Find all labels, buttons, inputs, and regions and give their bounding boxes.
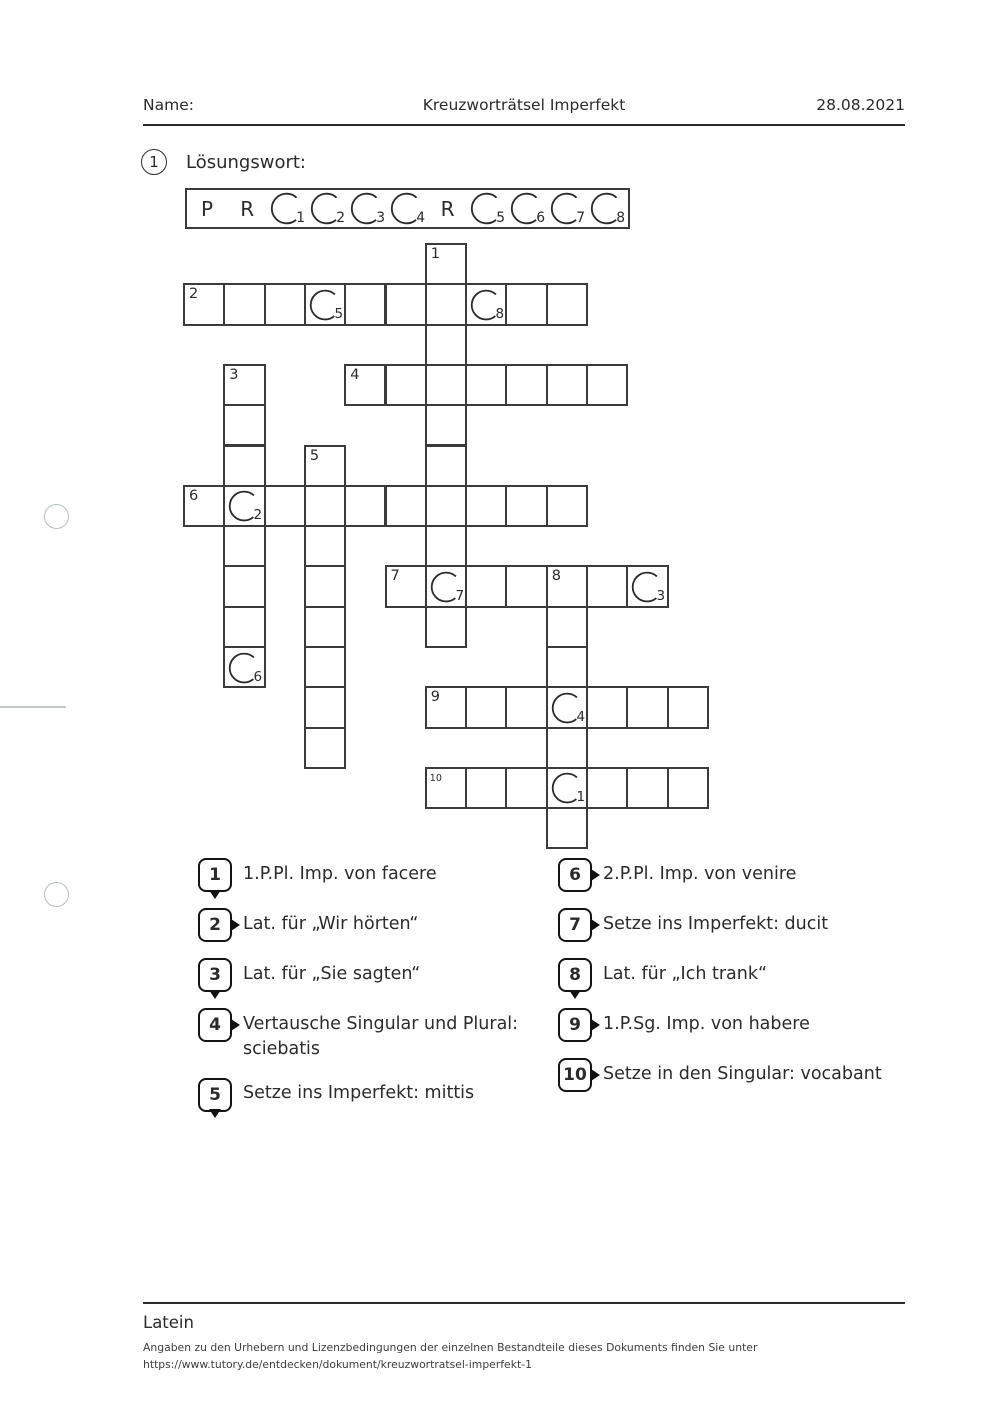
grid-cell[interactable] (425, 565, 467, 607)
answer-circle-5-icon (469, 190, 506, 227)
answer-circle-7-icon (429, 569, 465, 605)
name-label: Name: (143, 96, 194, 114)
grid-cell[interactable] (223, 404, 265, 446)
grid-cell[interactable] (344, 283, 386, 325)
grid-cell[interactable] (304, 606, 346, 648)
grid-cell[interactable] (304, 565, 346, 607)
grid-cell[interactable] (425, 364, 467, 406)
down-arrow-icon (209, 990, 221, 999)
clue-number: 7 (569, 915, 581, 935)
solution-circle-slot[interactable] (347, 190, 387, 227)
grid-cell[interactable] (667, 767, 709, 809)
clue-number-box (198, 908, 232, 942)
grid-cell[interactable] (385, 565, 427, 607)
word-number-label: 6 (189, 487, 199, 504)
word-number-label: 4 (350, 366, 360, 383)
clue-number: 2 (209, 915, 221, 935)
grid-cell[interactable] (223, 364, 265, 406)
grid-cell[interactable] (385, 283, 427, 325)
clue-text: Setze ins Imperfekt: ducit (603, 913, 829, 934)
clue-number-box (198, 1078, 232, 1112)
grid-cell[interactable] (546, 485, 588, 527)
across-arrow-icon (231, 919, 240, 931)
svg-text:6: 6 (536, 209, 546, 226)
clue-item (198, 1008, 552, 1062)
grid-cell[interactable] (223, 565, 265, 607)
svg-text:6: 6 (253, 668, 263, 685)
grid-cell[interactable] (385, 364, 427, 406)
down-arrow-icon (209, 1109, 221, 1118)
clue-text: Setze ins Imperfekt: mittis (243, 1083, 475, 1103)
down-arrow-icon (569, 990, 581, 999)
grid-cell[interactable] (546, 686, 588, 728)
punch-hole-top (44, 504, 69, 529)
clue-text: 1.P.Pl. Imp. von facere (243, 863, 437, 884)
answer-circle-1-icon (269, 190, 306, 227)
grid-cell[interactable] (304, 646, 346, 688)
grid-cell[interactable] (546, 646, 588, 688)
answer-circle-6-icon (227, 650, 263, 686)
grid-cell[interactable] (223, 606, 265, 648)
clue-number-box (558, 908, 592, 942)
clue-number: 5 (209, 1084, 221, 1105)
grid-cell[interactable] (304, 727, 346, 769)
clue-item (558, 1058, 962, 1092)
footer-subject: Latein (143, 1313, 194, 1332)
answer-circle-3-icon (349, 190, 386, 227)
solution-letter: R (240, 196, 255, 221)
grid-cell[interactable] (465, 283, 507, 325)
clue-text: 2.P.Pl. Imp. von venire (603, 863, 797, 884)
svg-text:4: 4 (416, 209, 426, 226)
clue-number: 9 (569, 1015, 581, 1035)
across-arrow-icon (591, 1069, 600, 1081)
clue-item (198, 908, 552, 942)
clue-text: Setze in den Singular: vocabant (603, 1063, 882, 1084)
across-arrow-icon (591, 1019, 600, 1031)
answer-circle-5-icon (308, 287, 344, 323)
grid-cell[interactable] (344, 364, 386, 406)
clue-number-box (198, 1008, 232, 1042)
svg-text:1: 1 (576, 789, 585, 806)
clue-number: 4 (209, 1015, 221, 1035)
grid-cell[interactable] (546, 807, 588, 849)
clue-text: 1.P.Sg. Imp. von habere (603, 1013, 810, 1034)
word-number-label: 8 (551, 568, 561, 585)
svg-text:7: 7 (576, 209, 586, 226)
clues-right-column (558, 858, 962, 1108)
solution-letter-slot[interactable] (187, 190, 227, 227)
clue-number: 8 (569, 965, 581, 985)
grid-cell[interactable] (425, 324, 467, 366)
grid-cell[interactable] (425, 404, 467, 446)
header-divider (143, 124, 905, 126)
grid-cell[interactable] (505, 565, 547, 607)
svg-text:3: 3 (656, 587, 666, 604)
answer-circle-4-icon (550, 690, 586, 726)
clue-item (198, 858, 552, 892)
answer-circle-1-icon (550, 770, 586, 806)
grid-cell[interactable] (505, 364, 547, 406)
clue-item (558, 858, 962, 892)
solution-circle-slot[interactable] (588, 190, 628, 227)
solution-circle-slot[interactable] (387, 190, 427, 227)
answer-circle-2-icon (227, 488, 263, 524)
grid-cell[interactable] (223, 646, 265, 688)
grid-cell[interactable] (546, 606, 588, 648)
down-arrow-icon (209, 890, 221, 899)
clue-number-box (558, 958, 592, 992)
task-number: 1 (149, 153, 159, 171)
across-arrow-icon (231, 1019, 240, 1031)
grid-cell[interactable] (223, 485, 265, 527)
solution-circle-slot[interactable] (267, 190, 307, 227)
across-arrow-icon (591, 869, 600, 881)
solution-circle-slot[interactable] (548, 190, 588, 227)
grid-cell[interactable] (667, 686, 709, 728)
grid-cell[interactable] (223, 283, 265, 325)
word-number-label: 5 (309, 447, 320, 464)
grid-cell[interactable] (546, 364, 588, 406)
grid-cell[interactable] (465, 485, 507, 527)
svg-text:2: 2 (253, 507, 263, 524)
grid-cell[interactable] (264, 283, 306, 325)
grid-cell[interactable] (546, 727, 588, 769)
clue-number: 6 (569, 865, 581, 885)
clue-number: 10 (563, 1065, 587, 1085)
grid-cell[interactable] (505, 485, 547, 527)
grid-cell[interactable] (626, 767, 668, 809)
svg-text:5: 5 (334, 305, 344, 322)
clue-number: 3 (209, 965, 221, 985)
grid-cell[interactable] (385, 485, 427, 527)
across-arrow-icon (591, 919, 600, 931)
solution-circle-slot[interactable] (468, 190, 508, 227)
grid-cell[interactable] (425, 525, 467, 567)
date-label: 28.08.2021 (816, 96, 905, 114)
svg-text:5: 5 (496, 209, 506, 226)
clue-number-box (198, 958, 232, 992)
svg-text:8: 8 (495, 305, 505, 322)
grid-cell[interactable] (183, 283, 225, 325)
grid-cell[interactable] (425, 686, 467, 728)
grid-cell[interactable] (586, 364, 628, 406)
footer-attribution: Angaben zu den Urhebern und Lizenzbedingungen der einzelnen Bestandteile dieses Dokuments finden Sie unter (143, 1341, 758, 1354)
grid-cell[interactable] (626, 686, 668, 728)
grid-cell[interactable] (304, 445, 346, 487)
clue-item (198, 958, 552, 992)
solution-letter: P (201, 196, 214, 221)
solution-letter-slot[interactable] (428, 190, 468, 227)
grid-cell[interactable] (425, 485, 467, 527)
grid-cell[interactable] (344, 485, 386, 527)
svg-text:3: 3 (376, 209, 386, 226)
answer-circle-7-icon (549, 190, 586, 227)
grid-cell[interactable] (546, 767, 588, 809)
solution-circle-slot[interactable] (508, 190, 548, 227)
solution-letter-slot[interactable] (227, 190, 267, 227)
grid-cell[interactable] (425, 243, 467, 285)
grid-cell[interactable] (465, 565, 507, 607)
word-number-label: 3 (229, 366, 239, 383)
word-number-label: 1 (430, 246, 441, 262)
grid-cell[interactable] (425, 445, 467, 487)
clues-left-column (198, 858, 552, 1128)
grid-cell[interactable] (223, 525, 265, 567)
grid-cell[interactable] (304, 283, 346, 325)
fold-mark (0, 706, 66, 708)
answer-circle-6-icon (509, 190, 546, 227)
grid-cell[interactable] (586, 686, 628, 728)
solution-circle-slot[interactable] (307, 190, 347, 227)
answer-circle-8-icon (469, 287, 505, 323)
page-title: Kreuzworträtsel Imperfekt (422, 96, 626, 114)
task-label: Lösungswort: (186, 152, 306, 173)
clue-item (558, 1008, 962, 1042)
grid-cell[interactable] (546, 283, 588, 325)
grid-cell[interactable] (626, 565, 668, 607)
word-number-label: 2 (189, 286, 199, 303)
grid-cell[interactable] (304, 686, 346, 728)
word-number-label: 9 (430, 689, 441, 706)
grid-cell[interactable] (425, 283, 467, 325)
grid-cell[interactable] (304, 485, 346, 527)
clue-number-box (558, 1008, 592, 1042)
clue-item (558, 958, 962, 992)
grid-cell[interactable] (505, 686, 547, 728)
grid-cell[interactable] (425, 767, 467, 809)
answer-circle-3-icon (630, 569, 666, 605)
grid-cell[interactable] (505, 767, 547, 809)
grid-cell[interactable] (465, 364, 507, 406)
grid-cell[interactable] (586, 767, 628, 809)
grid-cell[interactable] (223, 445, 265, 487)
grid-cell[interactable] (183, 485, 225, 527)
svg-text:8: 8 (616, 209, 626, 226)
grid-cell[interactable] (465, 686, 507, 728)
grid-cell[interactable] (546, 565, 588, 607)
answer-circle-4-icon (389, 190, 426, 227)
clue-number-box (558, 1058, 592, 1092)
word-number-label: 7 (390, 568, 400, 585)
svg-text:4: 4 (576, 708, 585, 725)
word-number-label: 10 (429, 772, 442, 784)
solution-letter: R (440, 196, 455, 221)
solution-word-box (185, 188, 630, 229)
grid-cell[interactable] (465, 767, 507, 809)
clue-text: Lat. für „Wir hörten“ (243, 913, 419, 934)
clue-text: Vertausche Singular und Plural: sciebatis (243, 1013, 519, 1059)
punch-hole-bottom (44, 882, 69, 907)
clue-number-box (198, 858, 232, 892)
grid-cell[interactable] (586, 565, 628, 607)
clue-number: 1 (209, 865, 221, 885)
clue-text: Lat. für „Ich trank“ (603, 963, 768, 984)
grid-cell[interactable] (264, 485, 306, 527)
grid-cell[interactable] (425, 606, 467, 648)
clue-item (198, 1078, 552, 1112)
grid-cell[interactable] (304, 525, 346, 567)
task-number-badge (141, 149, 167, 175)
answer-circle-2-icon (309, 190, 346, 227)
clue-text: Lat. für „Sie sagten“ (243, 963, 421, 984)
svg-text:7: 7 (455, 587, 464, 604)
grid-cell[interactable] (505, 283, 547, 325)
svg-text:2: 2 (336, 209, 345, 226)
footer-divider (143, 1302, 905, 1304)
footer-url: https://www.tutory.de/entdecken/dokument/kreuzwortratsel-imperfekt-1 (143, 1358, 532, 1371)
answer-circle-8-icon (589, 190, 626, 227)
clue-item (558, 908, 962, 942)
svg-text:1: 1 (296, 209, 305, 226)
clue-number-box (558, 858, 592, 892)
